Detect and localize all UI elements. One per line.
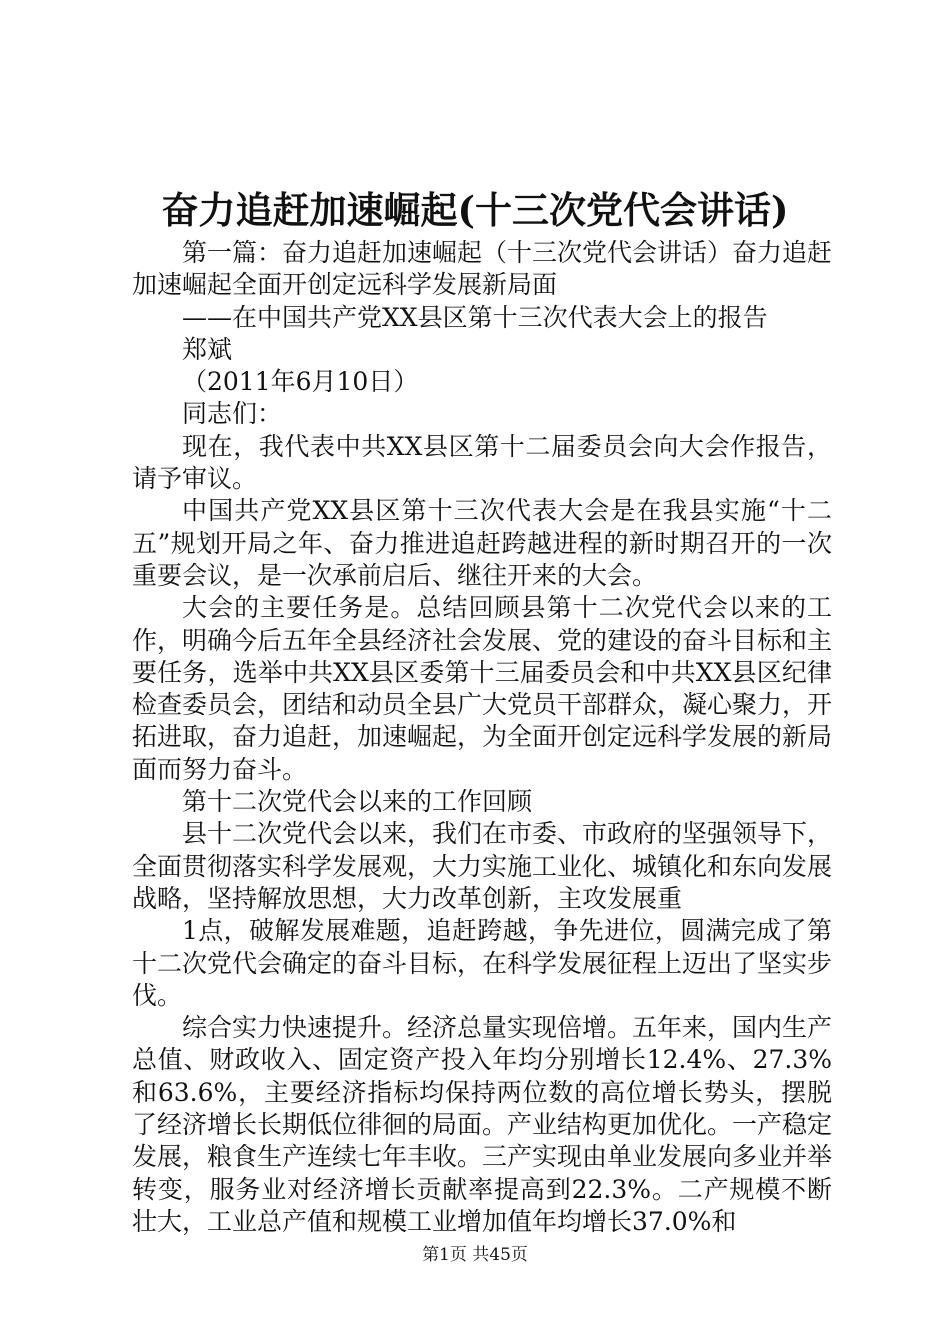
paragraph: 郑斌 — [182, 334, 233, 364]
paragraph: ——在中国共产党XX县区第十三次代表大会上的报告 — [182, 302, 768, 332]
paragraph: 第一篇：奋力追赶加速崛起（十三次党代会讲话）奋力追赶加速崛起全面开创定远科学发展新局面 — [132, 238, 833, 300]
paragraph: 县十二次党代会以来，我们在市委、市政府的坚强领导下，全面贯彻落实科学发展观，大力实施工业化、城镇化和东向发展战略，坚持解放思想，大力改革创新，主攻发展重 — [132, 819, 833, 913]
page-number: 第1页 共45页 — [422, 1245, 528, 1265]
paragraph: 现在，我代表中共XX县区第十二届委员会向大会作报告，请予审议。 — [132, 431, 832, 494]
paragraph: 大会的主要任务是。总结回顾县第十二次党代会以来的工作，明确今后五年全县经济社会发展、党的建设的奋斗目标和主要任务，选举中共XX县区委第十三届委员会和中共XX县区纪律检查委员会，团结和动员全县广大党员干部群众，凝心聚力，开拓进取，奋力追赶，加速崛起，为全面开创定远科学发展的新局面而努力奋斗。 — [132, 593, 833, 784]
paragraph: （2011年6月10日） — [182, 367, 419, 397]
paragraph: 同志们： — [182, 399, 283, 429]
document-body — [132, 237, 832, 1238]
document-title: 奋力追赶加速崛起(十三次党代会讲话) — [161, 188, 789, 232]
paragraph: 中国共产党XX县区第十三次代表大会是在我县实施“十二五”规划开局之年、奋力推进追赶跨越进程的新时期召开的一次重要会议，是一次承前启后、继往开来的大会。 — [132, 496, 832, 590]
paragraph: 综合实力快速提升。经济总量实现倍增。五年来，国内生产总值、财政收入、固定资产投入年均分别增长12.4%、27.3%和63.6%，主要经济指标均保持两位数的高位增长势头，摆脱了经济增长长期低位徘徊的局面。产业结构更加优化。一产稳定发展，粮食生产连续七年丰收。三产实现由单业发展向多业并举转变，服务业对经济增长贡献率提高到22.3%。二产规模不断壮大，工业总产值和规模工业增加值年均增长37.0%和 — [132, 1013, 833, 1236]
paragraph: 第十二次党代会以来的工作回顾 — [182, 787, 533, 817]
paragraph: 1点，破解发展难题，追赶跨越，争先进位，圆满完成了第十二次党代会确定的奋斗目标，在科学发展征程上迈出了坚实步伐。 — [132, 916, 833, 1010]
